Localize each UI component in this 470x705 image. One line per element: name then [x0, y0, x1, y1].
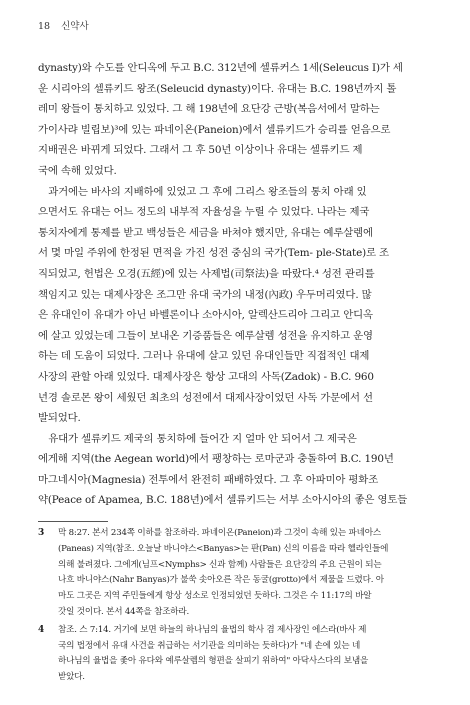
body-line: 에게해 지역(the Aegean world)에서 팽창하는 로마군과 충돌하여 B.C. 190년	[38, 453, 394, 466]
body-line: 하는 데 도움이 되었다. 그러나 유대에 살고 있던 유대인들만 직접적인 대제	[38, 350, 370, 363]
footnote-line: 마도 그곳은 지역 주민들에게 항상 성소로 인정되었던 듯하다. 그것은 수 11:17의 바알	[58, 591, 372, 602]
body-line: 책임지고 있는 대제사장은 조그만 유대 국가의 내정(內政) 우두머리였다. 많	[38, 288, 372, 301]
body-line: 지배권은 바뀌게 되었다. 그래서 그 후 50년 이상이나 유대는 셀류키드 제	[38, 144, 363, 157]
body-line: 유대가 셀류키드 제국의 통치하에 들어간 지 얼마 안 되어서 그 제국은	[38, 432, 357, 445]
body-line: 운 시리아의 셀류키드 왕조(Seleucid dynasty)이다. 유대는 B.C. 198년까지 톨	[38, 82, 397, 95]
body-line: 과거에는 바사의 지배하에 있었고 그 후에 그리스 왕조들의 통치 아래 있	[38, 185, 367, 198]
footnote-line: 국의 법정에서 유대 사건을 취급하는 서기관을 의미하는 듯하다)가 "네 손에 있는 네	[58, 640, 361, 651]
body-line: 서 몇 마일 주위에 한정된 면적을 가진 성전 중심의 국가(Tem- ple-State)로 조	[38, 247, 389, 260]
footnote-number: 3	[38, 528, 45, 538]
footnote-line: (Paneas) 지역(참조. 오늘날 바니야스<Banyas>는 판(Pan) 신의 이름을 따라 헬라인들에	[58, 543, 389, 554]
body-line: 마그네시아(Magnesia) 전투에서 완전히 패배하였다. 그 후 아파미아 평화조	[38, 473, 379, 486]
running-header	[38, 18, 89, 32]
footnote-line: 나흐 바니야스(Nahr Banyas)가 불쑥 솟아오른 작은 동굴(grotto)에서 제물을 드렸다. 아	[58, 575, 384, 586]
footnote-divider	[38, 521, 108, 522]
body-line: 레미 왕들이 통치하고 있었다. 그 해 198년에 요단강 근방(복음서에서 말하는	[38, 103, 380, 116]
body-line: 통치자에게 통제를 받고 백성들은 세금을 바쳐야 했지만, 유대는 예루살렘에	[38, 226, 373, 239]
footnote-line: 참조. 스 7:14. 거기에 보면 하늘의 하나님의 율법의 학사 겸 제사장인 에스라(바사 제	[58, 624, 367, 635]
footnote-line: 의해 불려졌다. 그에게(님프<Nymphs> 신과 함께) 사람들은 요단강의 주요 근원이 되는	[58, 559, 382, 570]
book-title: 신약사	[61, 21, 89, 32]
footnote-line: 하나님의 율법을 좇아 유다와 예루살렘의 형편을 살피기 위하여" 아닥사스다의 보냄을	[58, 656, 369, 667]
body-line: 약(Peace of Apamea, B.C. 188년)에서 셀류키드는 서부 소아시아의 좋은 영토들	[38, 494, 408, 507]
body-line: 사장의 관할 아래 있었다. 대제사장은 항상 고대의 사독(Zadok) - B.C. 960	[38, 370, 374, 383]
footnote-3	[38, 526, 432, 621]
footnote-number: 4	[38, 624, 45, 635]
body-line: 발되었다.	[38, 412, 81, 425]
main-text	[38, 58, 423, 511]
body-line: 가이사랴 빌립보)³에 있는 파네이온(Paneion)에서 셀류키드가 승리를 얻음으로	[38, 123, 391, 136]
footnote-line: 받았다.	[58, 672, 85, 683]
body-line: dynasty)와 수도를 안디옥에 두고 B.C. 312년에 셀류커스 1세(Seleucus I)가 세	[38, 62, 403, 74]
body-line: 에 살고 있었는데 그들이 보내온 기증품들은 예루살렘 성전을 유지하고 운영	[38, 329, 373, 342]
body-line: 으면서도 유대는 어느 정도의 내부적 자율성을 누릴 수 있었다. 나라는 제국	[38, 206, 370, 219]
body-line: 직되었고, 헌법은 오경(五經)에 있는 사제법(司祭法)을 따랐다.⁴ 성전 관리를	[38, 267, 375, 280]
body-line: 년경 솔로몬 왕이 세웠던 최초의 성전에서 대제사장이었던 사독 가문에서 선	[38, 391, 373, 404]
body-line: 은 유대인이 유대가 아닌 바벨론이나 소아시아, 알렉산드리아 그리고 안디옥	[38, 309, 373, 322]
footnote-4	[38, 623, 432, 686]
page-number: 18	[38, 21, 51, 32]
footnote-line: 막 8:27. 본서 234쪽 이하를 참조하라. 파네이온(Paneion)과 그것이 속해 있는 파네아스	[58, 528, 381, 538]
footnote-line: 갓일 것이다. 본서 44쪽을 참조하라.	[58, 606, 190, 617]
body-line: 국에 속해 있었다.	[38, 164, 117, 177]
footnotes	[38, 526, 432, 688]
